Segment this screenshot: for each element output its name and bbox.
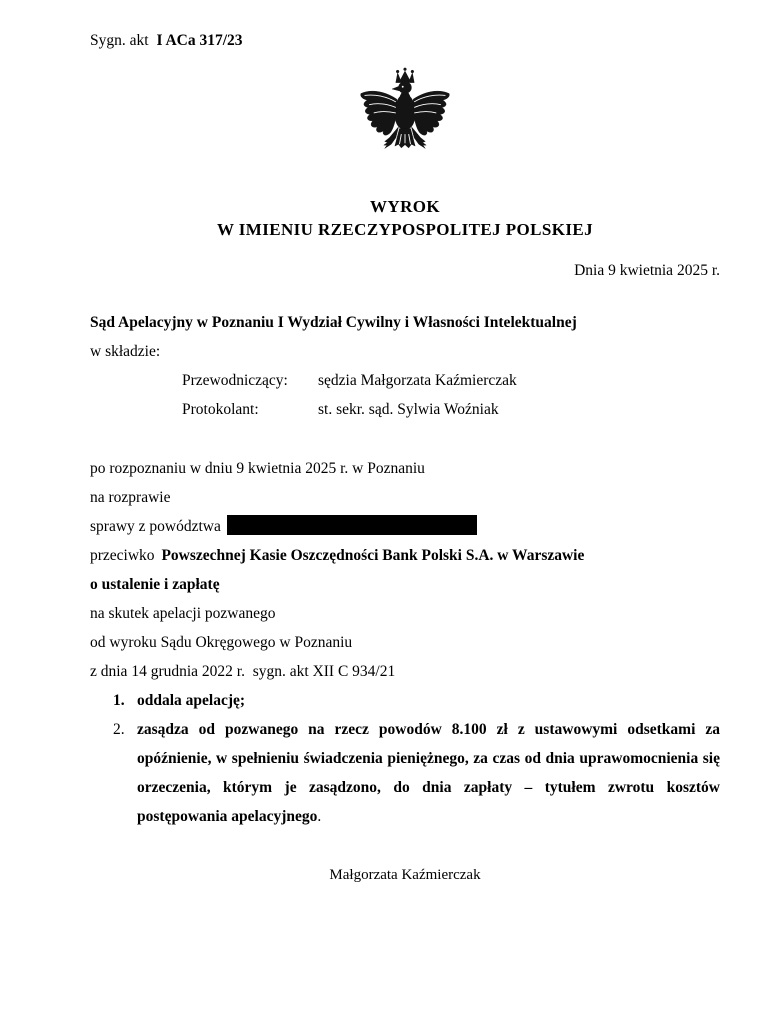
role-value-president: sędzia Małgorzata Kaźmierczak xyxy=(318,372,517,389)
composition-intro: w składzie: xyxy=(90,343,161,360)
subject-line: o ustalenie i zapłatę xyxy=(90,576,220,593)
document-subtitle: W IMIENIU RZECZYPOSPOLITEJ POLSKIEJ xyxy=(217,220,593,239)
case-reference-label: Sygn. akt xyxy=(90,32,149,49)
appeal-line: na skutek apelacji pozwanego xyxy=(90,605,276,622)
judgment-date-case-line: z dnia 14 grudnia 2022 r. sygn. akt XII C 934/21 xyxy=(90,663,396,680)
title-block xyxy=(90,195,720,241)
ruling-item-1 xyxy=(90,686,720,715)
trial-line: na rozprawie xyxy=(90,489,171,506)
redaction-box xyxy=(227,515,477,535)
hearing-line: po rozpoznaniu w dniu 9 kwietnia 2025 r. w Poznaniu xyxy=(90,460,425,477)
ruling-item-1-text: oddala apelację; xyxy=(137,692,246,709)
ruling-item-2-text xyxy=(137,715,720,831)
judgment-date: Dnia 9 kwietnia 2025 r. xyxy=(574,262,720,279)
ruling-item-2 xyxy=(90,715,720,831)
appealed-judgment-line: od wyroku Sądu Okręgowego w Poznaniu xyxy=(90,634,353,651)
case-reference xyxy=(90,30,720,51)
role-label-president: Przewodniczący: xyxy=(182,372,288,389)
role-value-clerk: st. sekr. sąd. Sylwia Woźniak xyxy=(318,401,499,418)
defendant-prefix: przeciwko xyxy=(90,547,155,564)
court-name: Sąd Apelacyjny w Poznaniu I Wydział Cywilny i Własności Intelektualnej xyxy=(90,314,577,331)
role-row-clerk xyxy=(90,395,720,424)
defendant-line xyxy=(90,541,720,570)
document-title: WYROK xyxy=(370,197,440,216)
ruling-item-1-number: 1. xyxy=(113,692,125,709)
signature: Małgorzata Kaźmierczak xyxy=(329,867,481,883)
role-row-president xyxy=(90,366,720,395)
plaintiff-prefix: sprawy z powództwa xyxy=(90,518,221,535)
ruling-list xyxy=(90,686,720,831)
ruling-item-2-number: 2. xyxy=(113,721,125,738)
polish-eagle-emblem xyxy=(90,65,720,173)
plaintiff-line xyxy=(90,512,720,541)
ruling-item-2-text-bold: zasądza od pozwanego na rzecz powodów 8.100 zł z ustawowymi odsetkami za opóźnienie, w spełnieniu świadczenia pieniężnego, za czas od dnia uprawomocnienia się orzeczenia, którym je zasądzono, do dnia zapłaty – tytułem zwrotu kosztów postępowania apelacyjnego xyxy=(137,721,720,825)
defendant-name: Powszechnej Kasie Oszczędności Bank Polski S.A. w Warszawie xyxy=(161,547,585,564)
case-reference-number: I ACa 317/23 xyxy=(156,32,243,49)
role-label-clerk: Protokolant: xyxy=(182,401,259,418)
ruling-item-2-text-suffix: . xyxy=(317,808,322,825)
